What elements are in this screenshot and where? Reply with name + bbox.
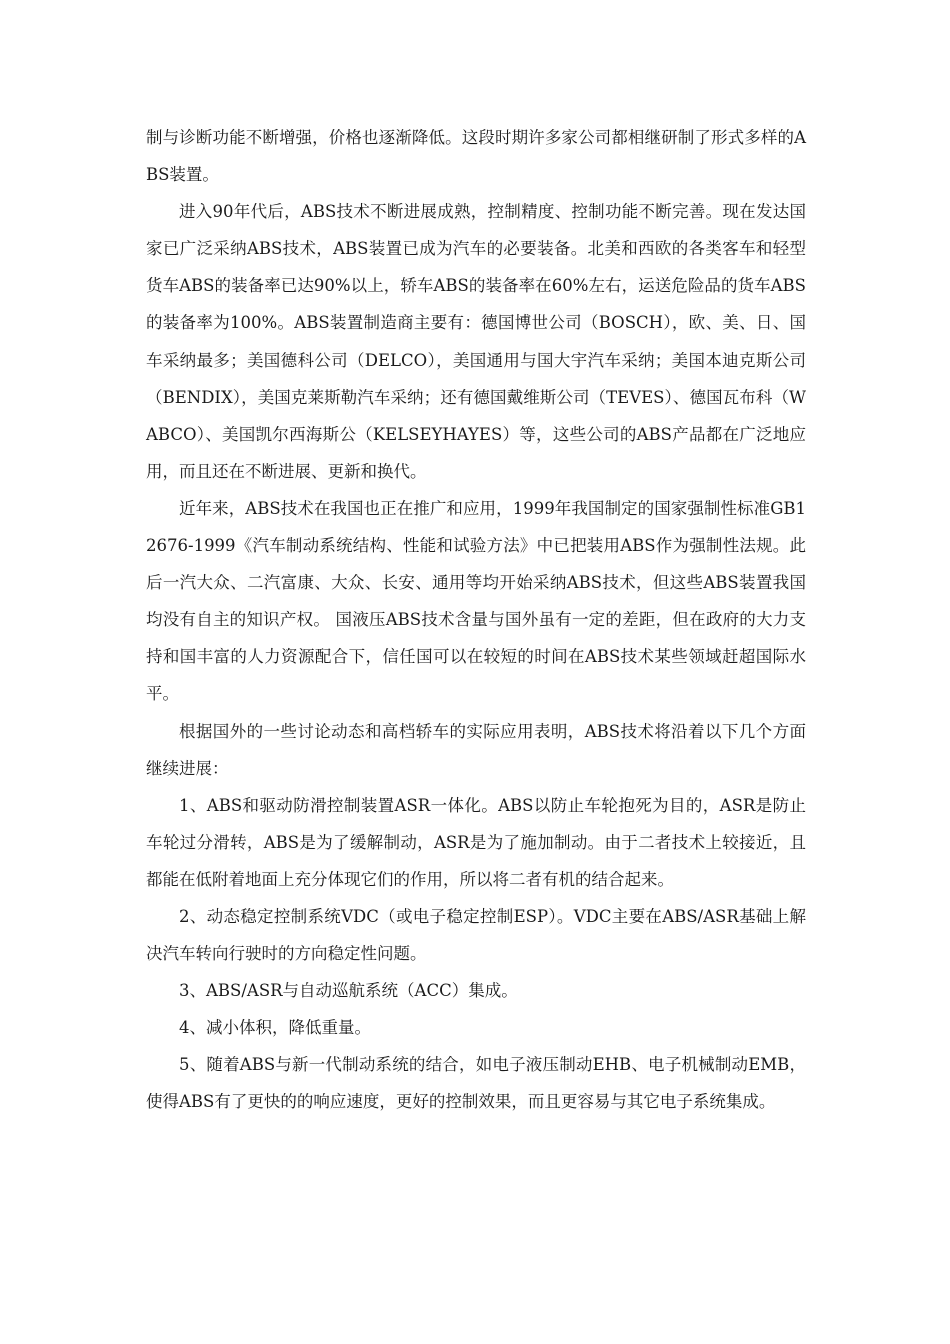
paragraph-continuation: 制与诊断功能不断增强，价格也逐渐降低。这段时期许多家公司都相继研制了形式多样的ABS装置。 bbox=[146, 128, 806, 185]
paragraph-abs-in-china: 近年来，ABS技术在我国也正在推广和应用，1999年我国制定的国家强制性标准GB12676-1999《汽车制动系统结构、性能和试验方法》中已把装用ABS作为强制性法规。此后一汽大众、二汽富康、大众、长安、通用等均开始采纳ABS技术，但这些ABS装置我国均没有自主的知识产权。 国液压ABS技术含量与国外虽有一定的差距，但在政府的大力支持和国丰富的人力资源配合下，信任国可以在较短的时间在ABS技术某些领域赶超国际水平。 bbox=[146, 498, 806, 704]
paragraph-future-trends-intro: 根据国外的一些讨论动态和高档轿车的实际应用表明，ABS技术将沿着以下几个方面继续进展： bbox=[146, 721, 806, 778]
paragraph-abs-development-90s: 进入90年代后，ABS技术不断进展成熟，控制精度、控制功能不断完善。现在发达国家已广泛采纳ABS技术，ABS装置已成为汽车的必要装备。北美和西欧的各类客车和轻型货车ABS的装备率已达90%以上，轿车ABS的装备率在60%左右，运送危险品的货车ABS的装备率为100%。ABS装置制造商主要有：德国博世公司（BOSCH），欧、美、日、国车采纳最多；美国德科公司（DELCO），美国通用与国大宇汽车采纳；美国本迪克斯公司（BENDIX），美国克莱斯勒汽车采纳；还有德国戴维斯公司（TEVES）、德国瓦布科（WABCO）、美国凯尔西海斯公（KELSEYHAYES）等，这些公司的ABS产品都在广泛地应用，而且还在不断进展、更新和换代。 bbox=[146, 202, 806, 481]
list-item-3: 3、ABS/ASR与自动巡航系统（ACC）集成。 bbox=[179, 981, 518, 1001]
list-item-1: 1、ABS和驱动防滑控制装置ASR一体化。ABS以防止车轮抱死为目的，ASR是防止车轮过分滑转，ABS是为了缓解制动，ASR是为了施加制动。由于二者技术上较接近，且都能在低附着地面上充分体现它们的作用，所以将二者有机的结合起来。 bbox=[146, 795, 806, 889]
list-item-5: 5、随着ABS与新一代制动系统的结合，如电子液压制动EHB、电子机械制动EMB，使得ABS有了更快的的响应速度，更好的控制效果，而且更容易与其它电子系统集成。 bbox=[146, 1055, 806, 1112]
document-body bbox=[146, 119, 806, 1121]
list-item-4: 4、减小体积，降低重量。 bbox=[179, 1018, 371, 1038]
list-item-2: 2、动态稳定控制系统VDC（或电子稳定控制ESP）。VDC主要在ABS/ASR基础上解决汽车转向行驶时的方向稳定性问题。 bbox=[146, 906, 806, 964]
